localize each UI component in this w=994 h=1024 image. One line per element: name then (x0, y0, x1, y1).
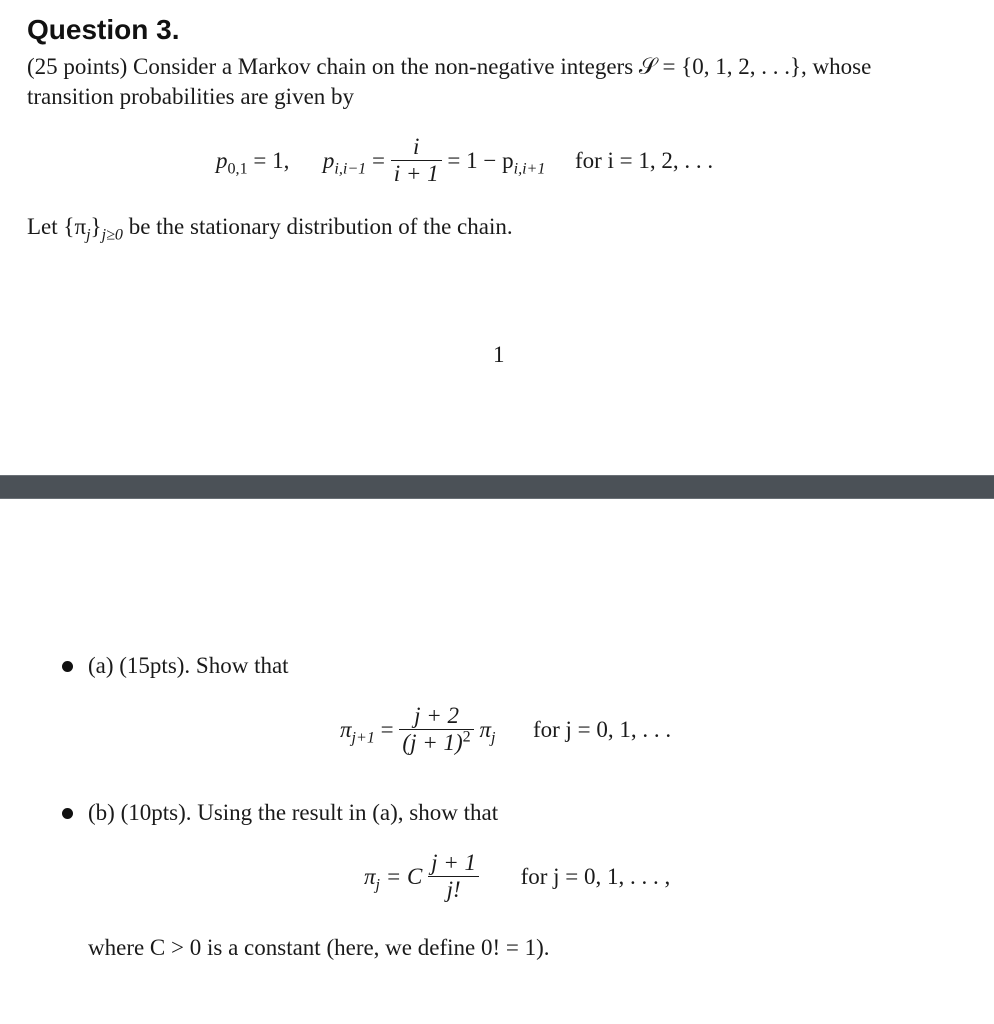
stationary-distribution-sentence: Let $\{\pi_j\}_{j\ge 0}$ be the stationary distribution of the chain. (27, 214, 513, 244)
transition-equation: $p_{0,1} = 1$, $p_{i,i-1}$ = $\frac{i}{i + 1}$ = $1 - p_{i,i+1}$ for i = 1, 2, . . . (216, 134, 714, 186)
question-intro-line-2: transition probabilities are given by (27, 84, 355, 109)
fraction-j-plus-1-over-j-factorial: $\frac{j + 1}{j!}$ (428, 850, 479, 903)
part-b-equation: $\pi_j = C$ $\frac{j + 1}{j!}$ for j = 0, 1, . . . , (364, 850, 671, 902)
part-b-where-clause: where C > 0 is a constant (here, we define 0! = 1). (88, 935, 550, 960)
question-intro-line-1: (25 points) Consider a Markov chain on the non-negative integers 𝒮 = {0, 1, 2, . . .}, whose (27, 54, 872, 79)
question-title: Question 3. (27, 14, 180, 45)
bullet-part-a (62, 661, 73, 672)
part-b-label: (b) (10pts). Using the result in (a), show that (88, 800, 499, 825)
part-a-label: (a) (15pts). Show that (88, 653, 289, 678)
fraction-j-plus-2: $\frac{j + 2}{(j + 1)^2}$ (399, 703, 473, 756)
fraction-i-over-i-plus-1: $\frac{i}{i + 1}$ (391, 134, 442, 187)
part-a-equation: $\pi_{j+1}$ = $\frac{j + 2}{(j + 1)^2}$ $\pi_j$ for j = 0, 1, . . . (340, 703, 672, 755)
bullet-part-b (62, 808, 73, 819)
page-number: 1 (493, 342, 505, 367)
page-divider (0, 475, 994, 499)
